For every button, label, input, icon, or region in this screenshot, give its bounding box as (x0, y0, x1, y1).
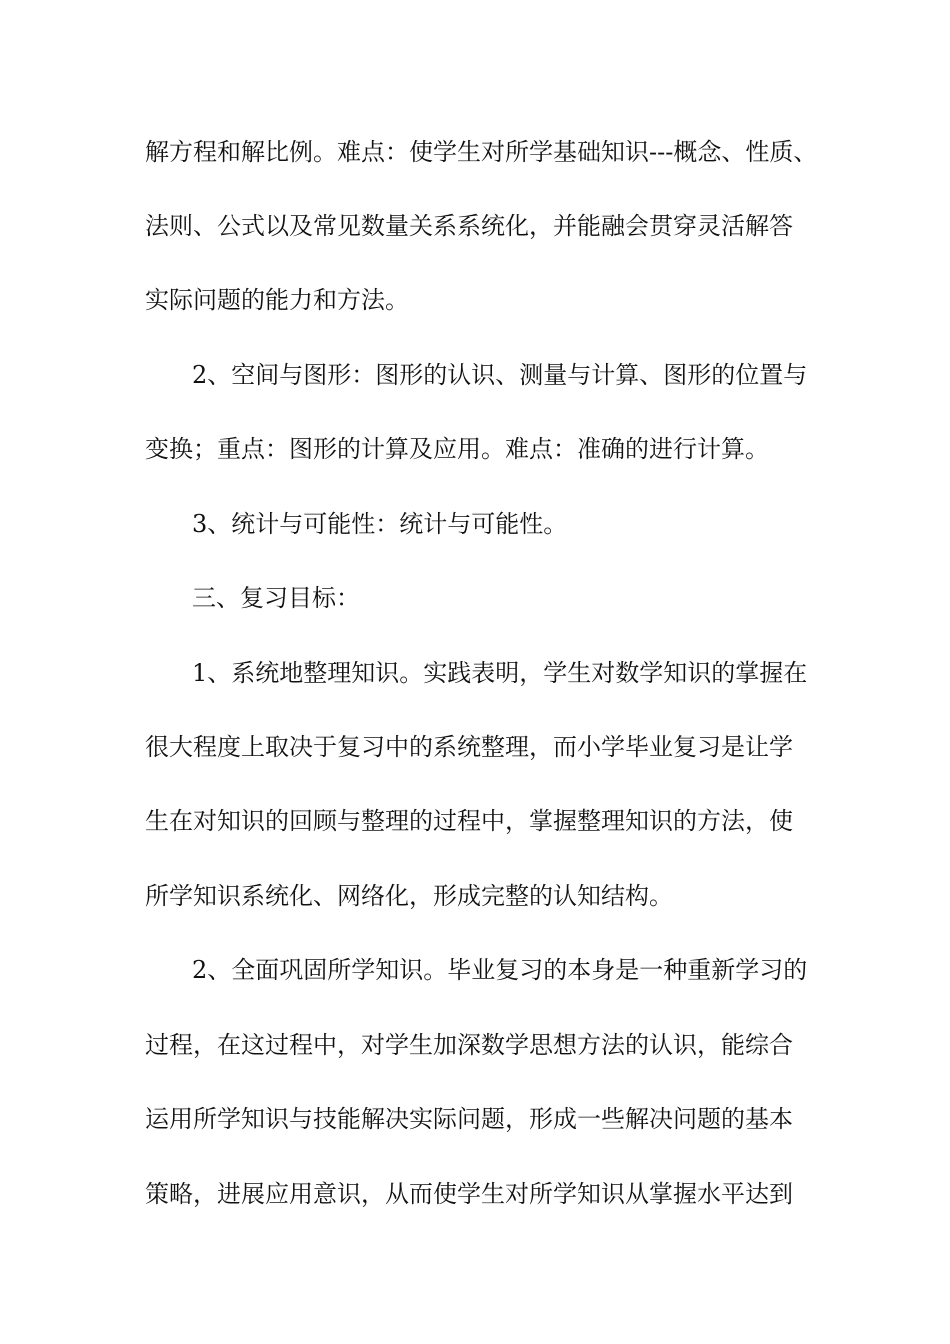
text-line: 生在对知识的回顾与整理的过程中，掌握整理知识的方法，使 (145, 807, 793, 835)
text-line: 2、空间与图形：图形的认识、测量与计算、图形的位置与 (192, 361, 808, 389)
text-line: 解方程和解比例。难点：使学生对所学基础知识---概念、性质、 (145, 138, 818, 166)
text-line: 所学知识系统化、网络化，形成完整的认知结构。 (145, 882, 673, 910)
section-heading: 三、复习目标： (192, 584, 360, 612)
text-line: 1、系统地整理知识。实践表明，学生对数学知识的掌握在 (192, 659, 808, 687)
text-line: 3、统计与可能性：统计与可能性。 (192, 510, 568, 538)
text-line: 2、全面巩固所学知识。毕业复习的本身是一种重新学习的 (192, 956, 808, 984)
text-line: 实际问题的能力和方法。 (145, 286, 409, 314)
text-line: 过程，在这过程中，对学生加深数学思想方法的认识，能综合 (145, 1031, 793, 1059)
text-line: 变换；重点：图形的计算及应用。难点：准确的进行计算。 (145, 435, 769, 463)
text-line: 法则、公式以及常见数量关系系统化，并能融会贯穿灵活解答 (145, 212, 793, 240)
text-line: 运用所学知识与技能解决实际问题，形成一些解决问题的基本 (145, 1105, 793, 1133)
text-line: 很大程度上取决于复习中的系统整理，而小学毕业复习是让学 (145, 733, 793, 761)
text-line: 策略，进展应用意识，从而使学生对所学知识从掌握水平达到 (145, 1180, 793, 1208)
